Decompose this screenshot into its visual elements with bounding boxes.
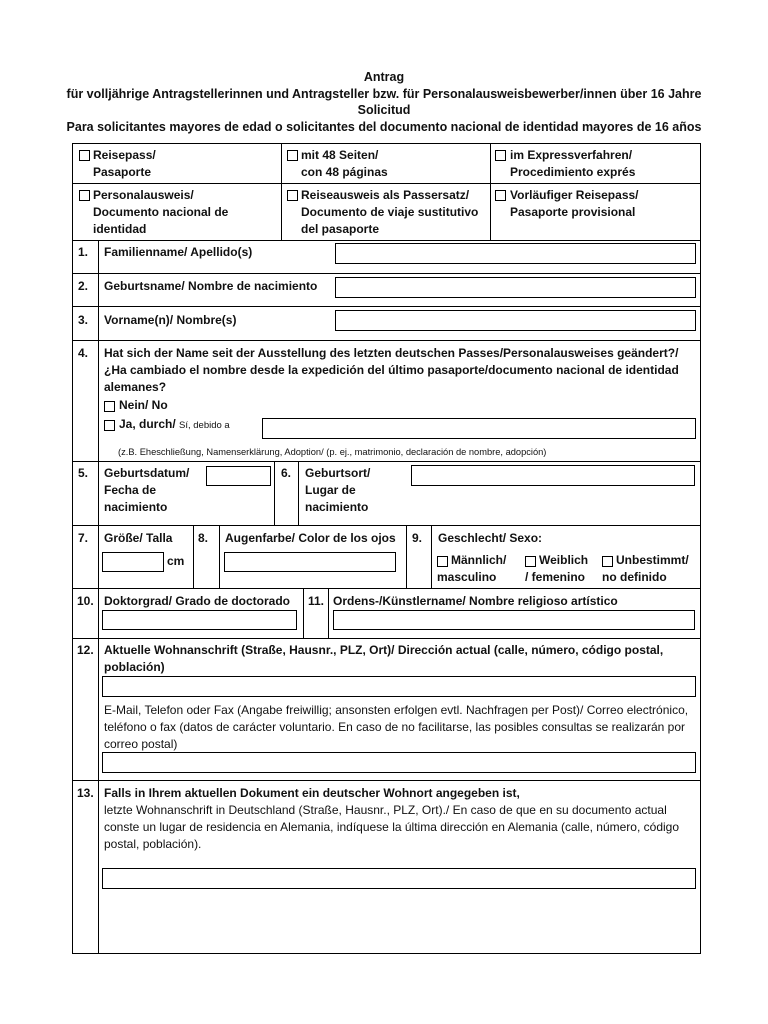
field-number: 2. [78,279,89,293]
weiblich-label-es: / femenino [525,570,586,584]
geburtsdatum-input[interactable] [206,466,271,486]
48-seiten-label-es: con 48 páginas [301,165,388,179]
nein-label: Nein/ No [119,398,168,412]
geburtsdatum-label-de: Geburtsdatum/ [104,466,190,480]
vorlaeufig-checkbox[interactable] [495,190,506,201]
field-number: 6. [281,466,292,480]
express-checkbox[interactable] [495,150,506,161]
field-number: 10. [77,594,94,608]
reiseausweis-label-es: Documento de viaje sustitutivo [301,205,479,219]
groesse-unit: cm [167,554,185,568]
ja-checkbox[interactable] [104,420,115,431]
reisepass-label-es: Pasaporte [93,165,152,179]
divider [431,525,432,588]
divider [72,240,701,241]
reiseausweis-checkbox[interactable] [287,190,298,201]
wohnanschrift-input[interactable] [102,676,696,697]
kontakt-label: E-Mail, Telefon oder Fax (Angabe freiwillig; ansonsten erfolgen evtl. Nachfragen per Post)/ Correo electrónico, teléfono o fax (datos de carácter voluntario. En caso de no facilitarse, las posibles consultas se realizarán por correo postal) [104,703,689,751]
field-number: 5. [78,466,89,480]
field-number: 11. [308,594,325,608]
divider [98,240,99,954]
48-seiten-checkbox[interactable] [287,150,298,161]
geburtsort-input[interactable] [411,465,695,486]
vorname-input[interactable] [335,310,696,331]
unbestimmt-checkbox[interactable] [602,556,613,567]
wohnanschrift-label: Aktuelle Wohnanschrift (Straße, Hausnr., PLZ, Ort)/ Dirección actual (calle, número, código postal, población) [104,643,664,674]
divider [274,461,275,525]
divider [193,525,194,588]
unbestimmt-label-es: no definido [602,570,667,584]
divider [219,525,220,588]
form-subtitle-de: für volljährige Antragstellerinnen und Antragsteller bzw. für Personalausweisbewerber/innen über 16 Jahre [66,87,702,101]
geburtsdatum-label-es: Fecha de [104,483,157,497]
divider [303,588,304,638]
personalausweis-label-es-2: identidad [93,222,147,236]
reiseausweis-label-de: Reiseausweis als Passersatz/ [301,188,470,202]
familienname-input[interactable] [335,243,696,264]
name-change-reason-input[interactable] [262,418,696,439]
express-label-es: Procedimiento exprés [510,165,636,179]
vorname-label: Vorname(n)/ Nombre(s) [104,313,237,327]
divider [328,588,329,638]
form-title-es: Solicitud [357,103,411,117]
doktorgrad-input[interactable] [102,610,297,630]
field-number: 8. [198,531,209,545]
nein-checkbox[interactable] [104,401,115,412]
express-label-de: im Expressverfahren/ [510,148,633,162]
vorlaeufig-label-de: Vorläufiger Reisepass/ [510,188,639,202]
form-title-de: Antrag [363,70,405,84]
vorlaeufig-label-es: Pasaporte provisional [510,205,636,219]
reiseausweis-label-es-2: del pasaporte [301,222,380,236]
divider [490,143,491,240]
divider [72,461,701,462]
personalausweis-checkbox[interactable] [79,190,90,201]
divider [72,588,701,589]
field-number: 3. [78,313,89,327]
maennlich-checkbox[interactable] [437,556,448,567]
geburtsort-label-es: Lugar de [305,483,356,497]
letzte-wohnanschrift-intro: Falls in Ihrem aktuellen Dokument ein deutscher Wohnort angegeben ist, [104,786,520,800]
reisepass-label-de: Reisepass/ [93,148,156,162]
weiblich-label-de: Weiblich [539,553,589,567]
name-change-hint: (z.B. Eheschließung, Namenserklärung, Adoption/ (p. ej., matrimonio, declaración de nombre, adopción) [118,447,547,457]
maennlich-label-de: Männlich/ [451,553,507,567]
geburtsort-label-es-2: nacimiento [305,500,369,514]
familienname-label: Familienname/ Apellido(s) [104,245,253,259]
geburtsdatum-label-es-2: nacimiento [104,500,168,514]
divider [72,780,701,781]
augenfarbe-input[interactable] [224,552,396,572]
personalausweis-label-es: Documento nacional de [93,205,229,219]
divider [406,525,407,588]
field-number: 12. [77,643,94,657]
name-change-question: Hat sich der Name seit der Ausstellung des letzten deutschen Passes/Personalausweises geändert?/ ¿Ha cambiado el nombre desde la expedición del último pasaporte/documento nacional de identidad alemanes? [104,346,679,394]
divider [72,340,701,341]
groesse-label: Größe/ Talla [104,531,173,545]
personalausweis-label-de: Personalausweis/ [93,188,194,202]
field-number: 4. [78,346,89,360]
ordensname-input[interactable] [333,610,695,630]
divider [72,638,701,639]
48-seiten-label-de: mit 48 Seiten/ [301,148,379,162]
field-number: 13. [77,786,94,800]
letzte-wohnanschrift-label: letzte Wohnanschrift in Deutschland (Straße, Hausnr., PLZ, Ort)./ En caso de que en su documento actual conste un lugar de residencia en Alemania, indíquese la última dirección en Alemania (calle, número, código postal, población). [104,803,680,851]
unbestimmt-label-de: Unbestimmt/ [616,553,689,567]
geburtsort-label-de: Geburtsort/ [305,466,371,480]
maennlich-label-es: masculino [437,570,497,584]
doktorgrad-label: Doktorgrad/ Grado de doctorado [104,594,291,608]
form-subtitle-es: Para solicitantes mayores de edad o solicitantes del documento nacional de identidad mayores de 16 años [66,120,702,134]
field-number: 1. [78,245,89,259]
geburtsname-input[interactable] [335,277,696,298]
groesse-input[interactable] [102,552,164,572]
reisepass-checkbox[interactable] [79,150,90,161]
divider [72,183,701,184]
letzte-wohnanschrift-input[interactable] [102,868,696,889]
divider [281,143,282,240]
ja-label: Ja, durch/ [119,417,176,431]
ordensname-label: Ordens-/Künstlername/ Nombre religioso artístico [333,594,618,608]
geburtsname-label: Geburtsname/ Nombre de nacimiento [104,279,318,293]
divider [72,273,701,274]
divider [298,461,299,525]
field-number: 7. [78,531,89,545]
geschlecht-label: Geschlecht/ Sexo: [438,531,543,545]
divider [72,525,701,526]
field-number: 9. [412,531,423,545]
kontakt-input[interactable] [102,752,696,773]
divider [72,306,701,307]
weiblich-checkbox[interactable] [525,556,536,567]
ja-label-es: Sí, debido a [179,420,230,431]
augenfarbe-label: Augenfarbe/ Color de los ojos [225,531,396,545]
